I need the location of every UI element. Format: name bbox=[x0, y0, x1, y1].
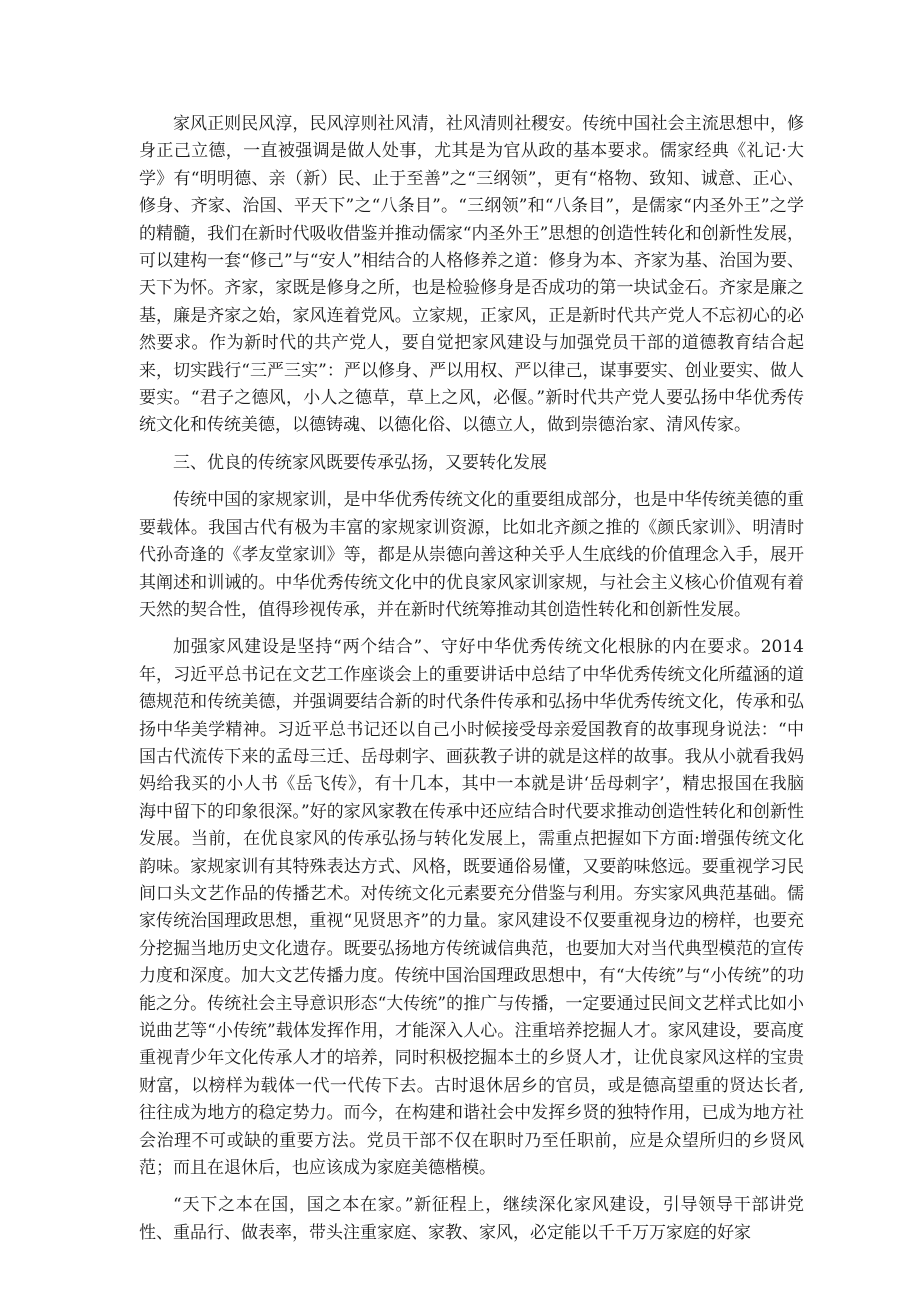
paragraph-family-rules: 传统中国的家规家训，是中华优秀传统文化的重要组成部分，也是中华传统美德的重要载体。我国古代有极为丰富的家规家训资源，比如北齐颜之推的《颜氏家训》、明清时代孙奇逢的《孝友堂家训》等，都是从崇德向善这种关乎人生底线的价值理念入手，展开其阐述和训诫的。中华优秀传统文化中的优良家风家训家规，与社会主义核心价值观有着天然的契合性，值得珍视传承，并在新时代统筹推动其创造性转化和创新性发展。 bbox=[139, 490, 804, 620]
document-body bbox=[139, 111, 804, 1257]
paragraph-family-building: 加强家风建设是坚持“两个结合”、守好中华优秀传统文化根脉的内在要求。2014年，习近平总书记在文艺工作座谈会上的重要讲话中总结了中华优秀传统文化所蕴涵的道德规范和传统美德，并强调要结合新的时代条件传承和弘扬中华优秀传统文化，传承和弘扬中华美学精神。习近平总书记还以自己小时候接受母亲爱国教育的故事现身说法：“中国古代流传下来的孟母三迁、岳母刺字、画荻教子讲的就是这样的故事。我从小就看我妈妈给我买的小人书《岳飞传》，有十几本，其中一本就是讲‘岳母刺字’，精忠报国在我脑海中留下的印象很深。”好的家风家教在传承中还应结合时代要求推动创造性转化和创新性发展。当前，在优良家风的传承弘扬与转化发展上，需重点把握如下方面:增强传统文化韵味。家规家训有其特殊表达方式、风格，既要通俗易懂，又要韵味悠远。要重视学习民间口头文艺作品的传播艺术。对传统文化元素要充分借鉴与利用。夯实家风典范基础。儒家传统治国理政思想，重视“见贤思齐”的力量。家风建设不仅要重视身边的榜样，也要充分挖掘当地历史文化遗存。既要弘扬地方传统诚信典范，也要加大对当代典型模范的宣传力度和深度。加大文艺传播力度。传统中国治国理政思想中，有“大传统”与“小传统”的功能之分。传统社会主导意识形态“大传统”的推广与传播，一定要通过民间文艺样式比如小说曲艺等“小传统”载体发挥作用，才能深入人心。注重培养挖掘人才。家风建设，要高度重视青少年文化传承人才的培养，同时积极挖掘本土的乡贤人才，让优良家风这样的宝贵财富，以榜样为载体一代一代传下去。古时退休居乡的官员，或是德高望重的贤达长者,往往成为地方的稳定势力。而今，在构建和谐社会中发挥乡贤的独特作用，已成为地方社会治理不可或缺的重要方法。党员干部不仅在职时乃至任职前，应是众望所归的乡贤风范；而且在退休后，也应该成为家庭美德楷模。 bbox=[139, 637, 804, 1179]
section-heading-three: 三、优良的传统家风既要传承弘扬，又要转化发展 bbox=[173, 452, 547, 473]
paragraph-family-tradition-intro: 家风正则民风淳，民风淳则社风清，社风清则社稷安。传统中国社会主流思想中，修身正己立德，一直被强调是做人处事，尤其是为官从政的基本要求。儒家经典《礼记·大学》有“明明德、亲（新）民、止于至善”之“三纲领”，更有“格物、致知、诚意、正心、修身、齐家、治国、平天下”之“八条目”。“三纲领”和“八条目”，是儒家“内圣外王”之学的精髓，我们在新时代吸收借鉴并推动儒家“内圣外王”思想的创造性转化和创新性发展，可以建构一套“修己”与“安人”相结合的人格修养之道：修身为本、齐家为基、治国为要、天下为怀。齐家，家既是修身之所，也是检验修身是否成功的第一块试金石。齐家是廉之基，廉是齐家之始，家风连着党风。立家规，正家风，正是新时代共产党人不忘初心的必然要求。作为新时代的共产党人，要自觉把家风建设与加强党员干部的道德教育结合起来，切实践行“三严三实”：严以修身、严以用权、严以律己，谋事要实、创业要实、做人要实。“君子之德风，小人之德草，草上之风，必偃。”新时代共产党人要弘扬中华优秀传统文化和传统美德，以德铸魂、以德化俗、以德立人，做到崇德治家、清风传家。 bbox=[139, 114, 804, 436]
paragraph-conclusion: “天下之本在国，国之本在家。”新征程上，继续深化家风建设，引导领导干部讲党性、重品行、做表率，带头注重家庭、家教、家风，必定能以千千万万家庭的好家 bbox=[139, 1195, 804, 1243]
